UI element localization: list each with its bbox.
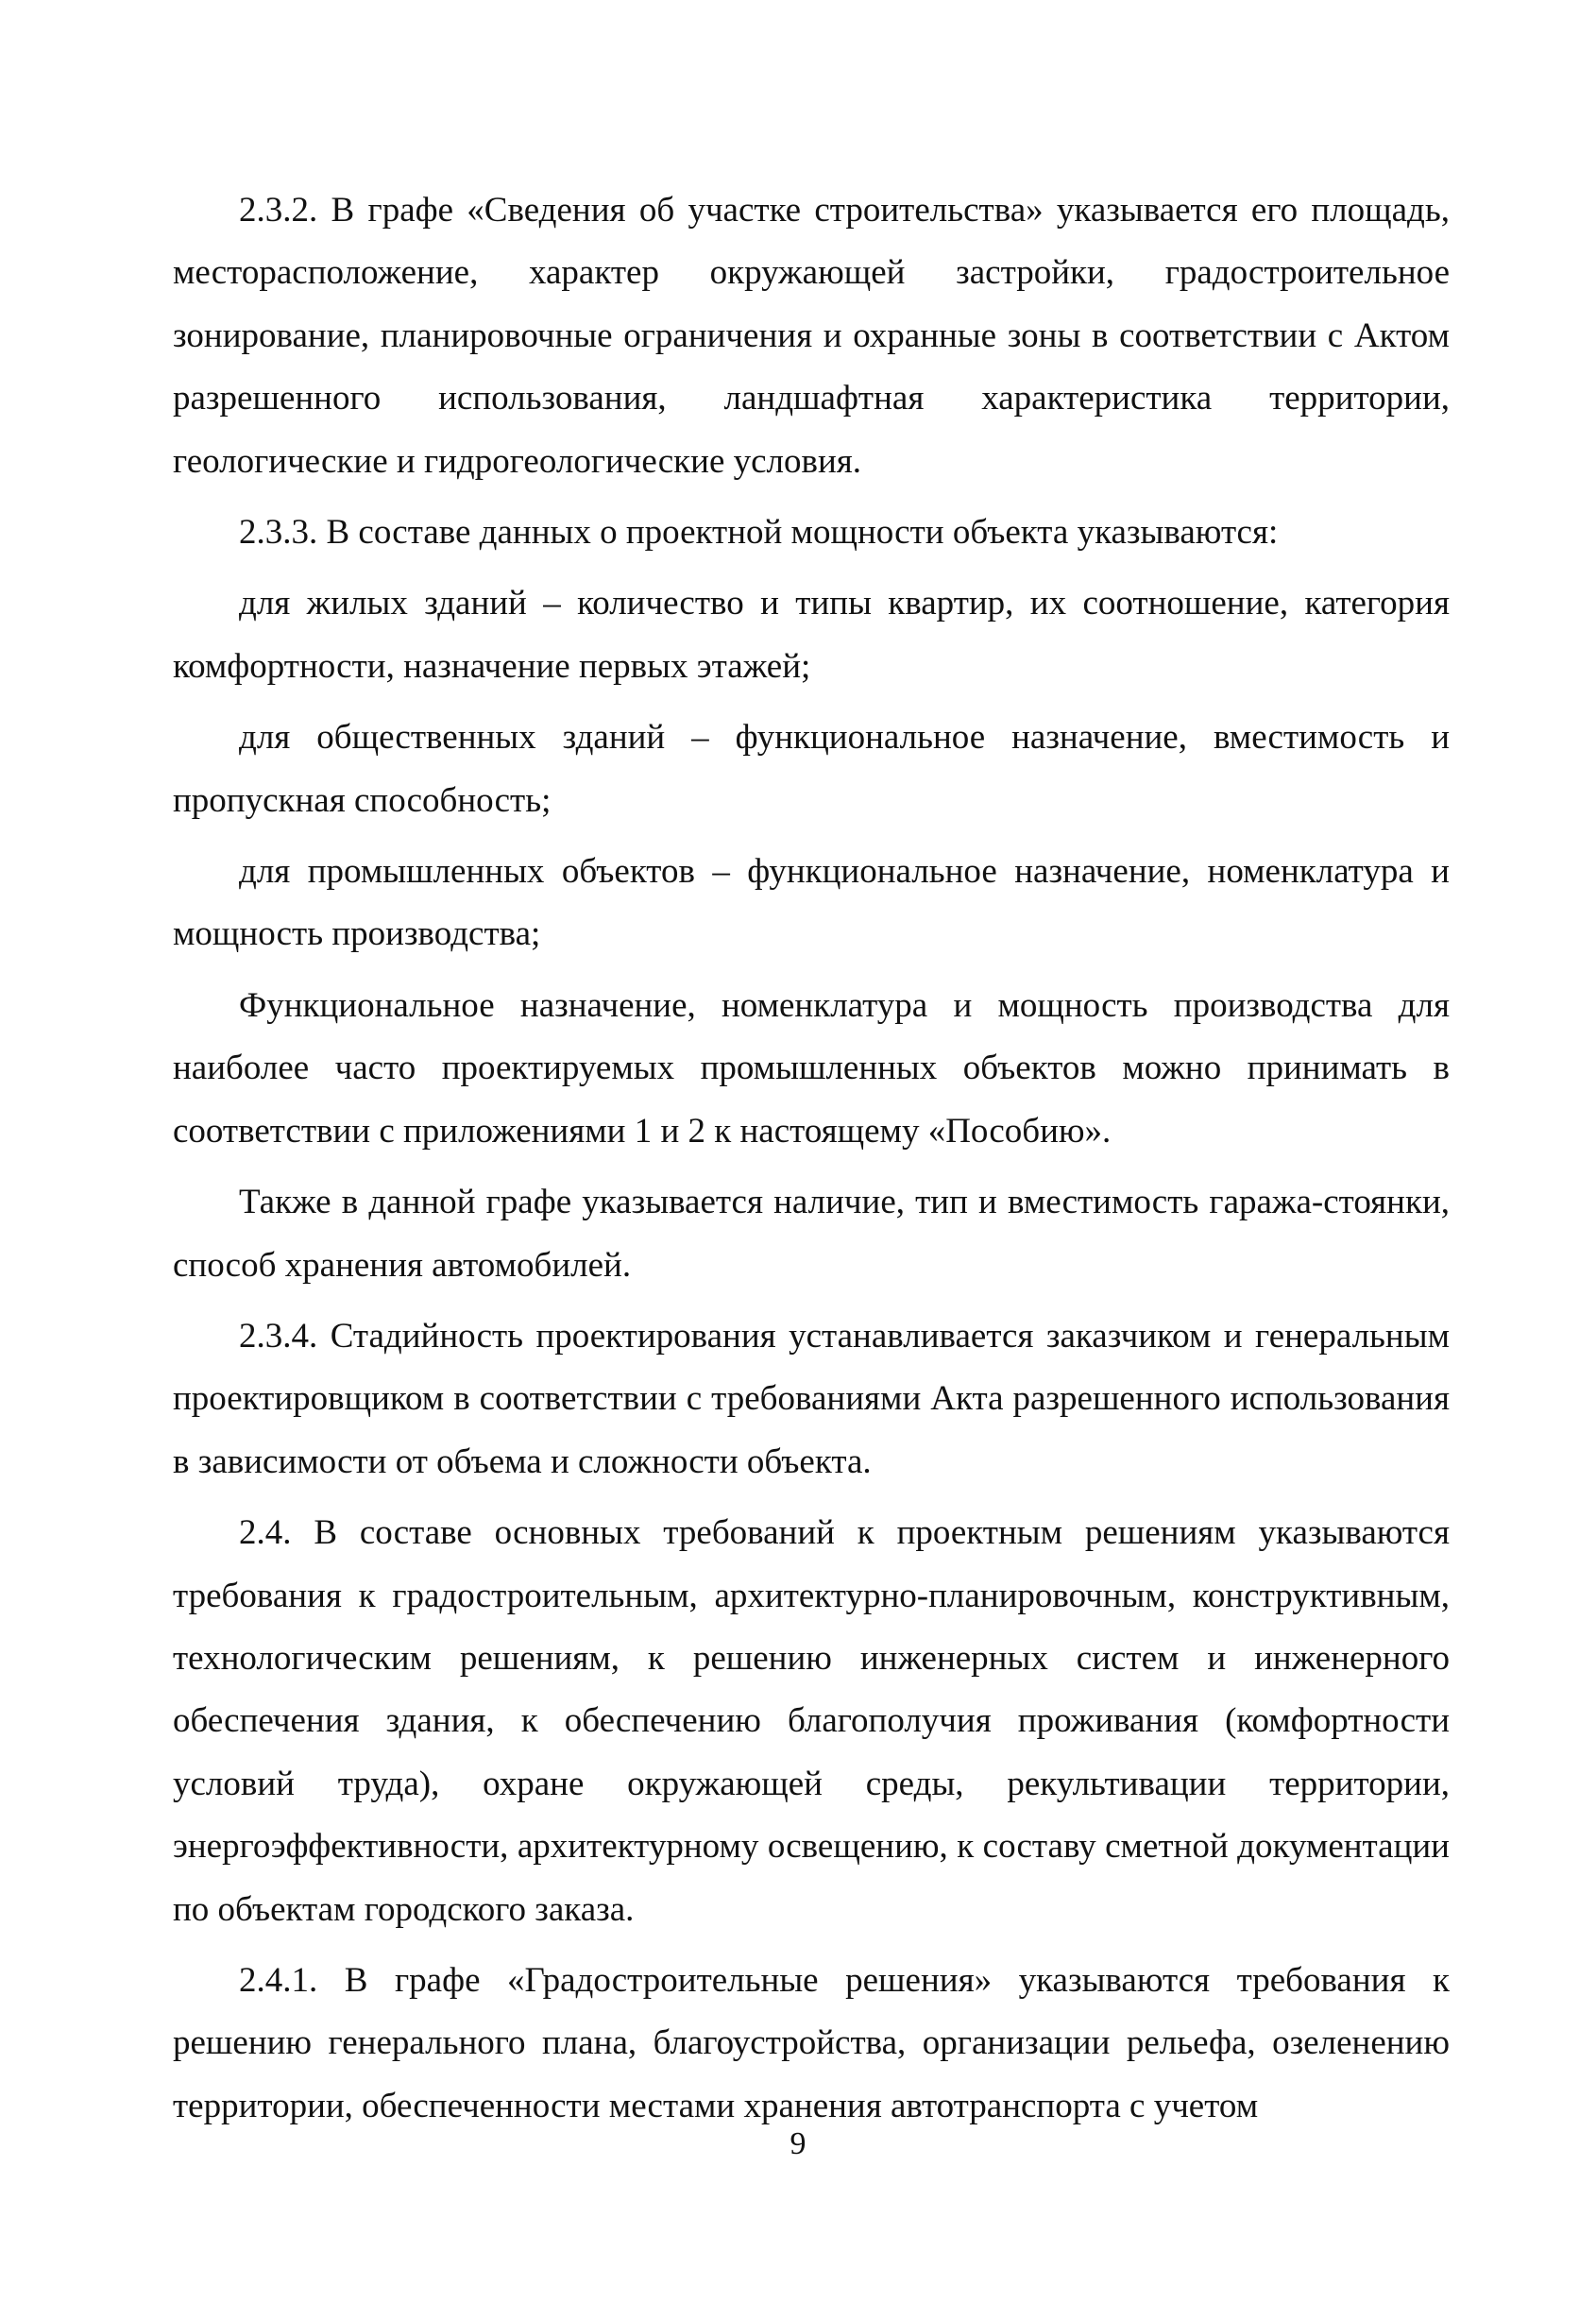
paragraph-residential: для жилых зданий – количество и типы квартир, их соотношение, категория комфортности, назначение первых этажей; [173,584,1450,686]
document-body [173,179,1450,2146]
paragraph-2-4: 2.4. В составе основных требований к проектным решениям указываются требования к градостроительным, архитектурно-планировочным, конструктивным, технологическим решениям, к решению инженерных систем и инженерного обеспечения здания, к обеспечению благополучия проживания (комфортности условий труда), охране окружающей среды, рекультивации территории, энергоэффективности, архитектурному освещению, к составу сметной документации по объектам городского заказа. [173,1513,1450,1929]
paragraph-2-3-2: 2.3.2. В графе «Сведения об участке строительства» указывается его площадь, месторасположение, характер окружающей застройки, градостроительное зонирование, планировочные ограничения и охранные зоны в соответствии с Актом разрешенного использования, ландшафтная характеристика территории, геологические и гидрогеологические условия. [173,191,1450,481]
paragraph-2-3-3: 2.3.3. В составе данных о проектной мощности объекта указываются: [239,513,1279,553]
paragraph-functional-purpose: Функциональное назначение, номенклатура и мощность производства для наиболее часто проектируемых промышленных объектов можно принимать в соответствии с приложениями 1 и 2 к настоящему «Пособию». [173,985,1450,1151]
paragraph-2-4-1: 2.4.1. В графе «Градостроительные решения» указываются требования к решению генерального плана, благоустройства, организации рельефа, озеленению территории, обеспеченности местами хранения автотранспорта с учетом [173,1960,1450,2125]
paragraph-public: для общественных зданий – функциональное назначение, вместимость и пропускная способность; [173,718,1450,820]
paragraph-garage: Также в данной графе указывается наличие, тип и вместимость гаража-стоянки, способ хранения автомобилей. [173,1183,1450,1285]
paragraph-2-3-4: 2.3.4. Стадийность проектирования устанавливается заказчиком и генеральным проектировщиком в соответствии с требованиями Акта разрешенного использования в зависимости от объема и сложности объекта. [173,1316,1450,1481]
paragraph-industrial: для промышленных объектов – функциональное назначение, номенклатура и мощность производства; [173,852,1450,954]
page-number: 9 [790,2126,806,2161]
